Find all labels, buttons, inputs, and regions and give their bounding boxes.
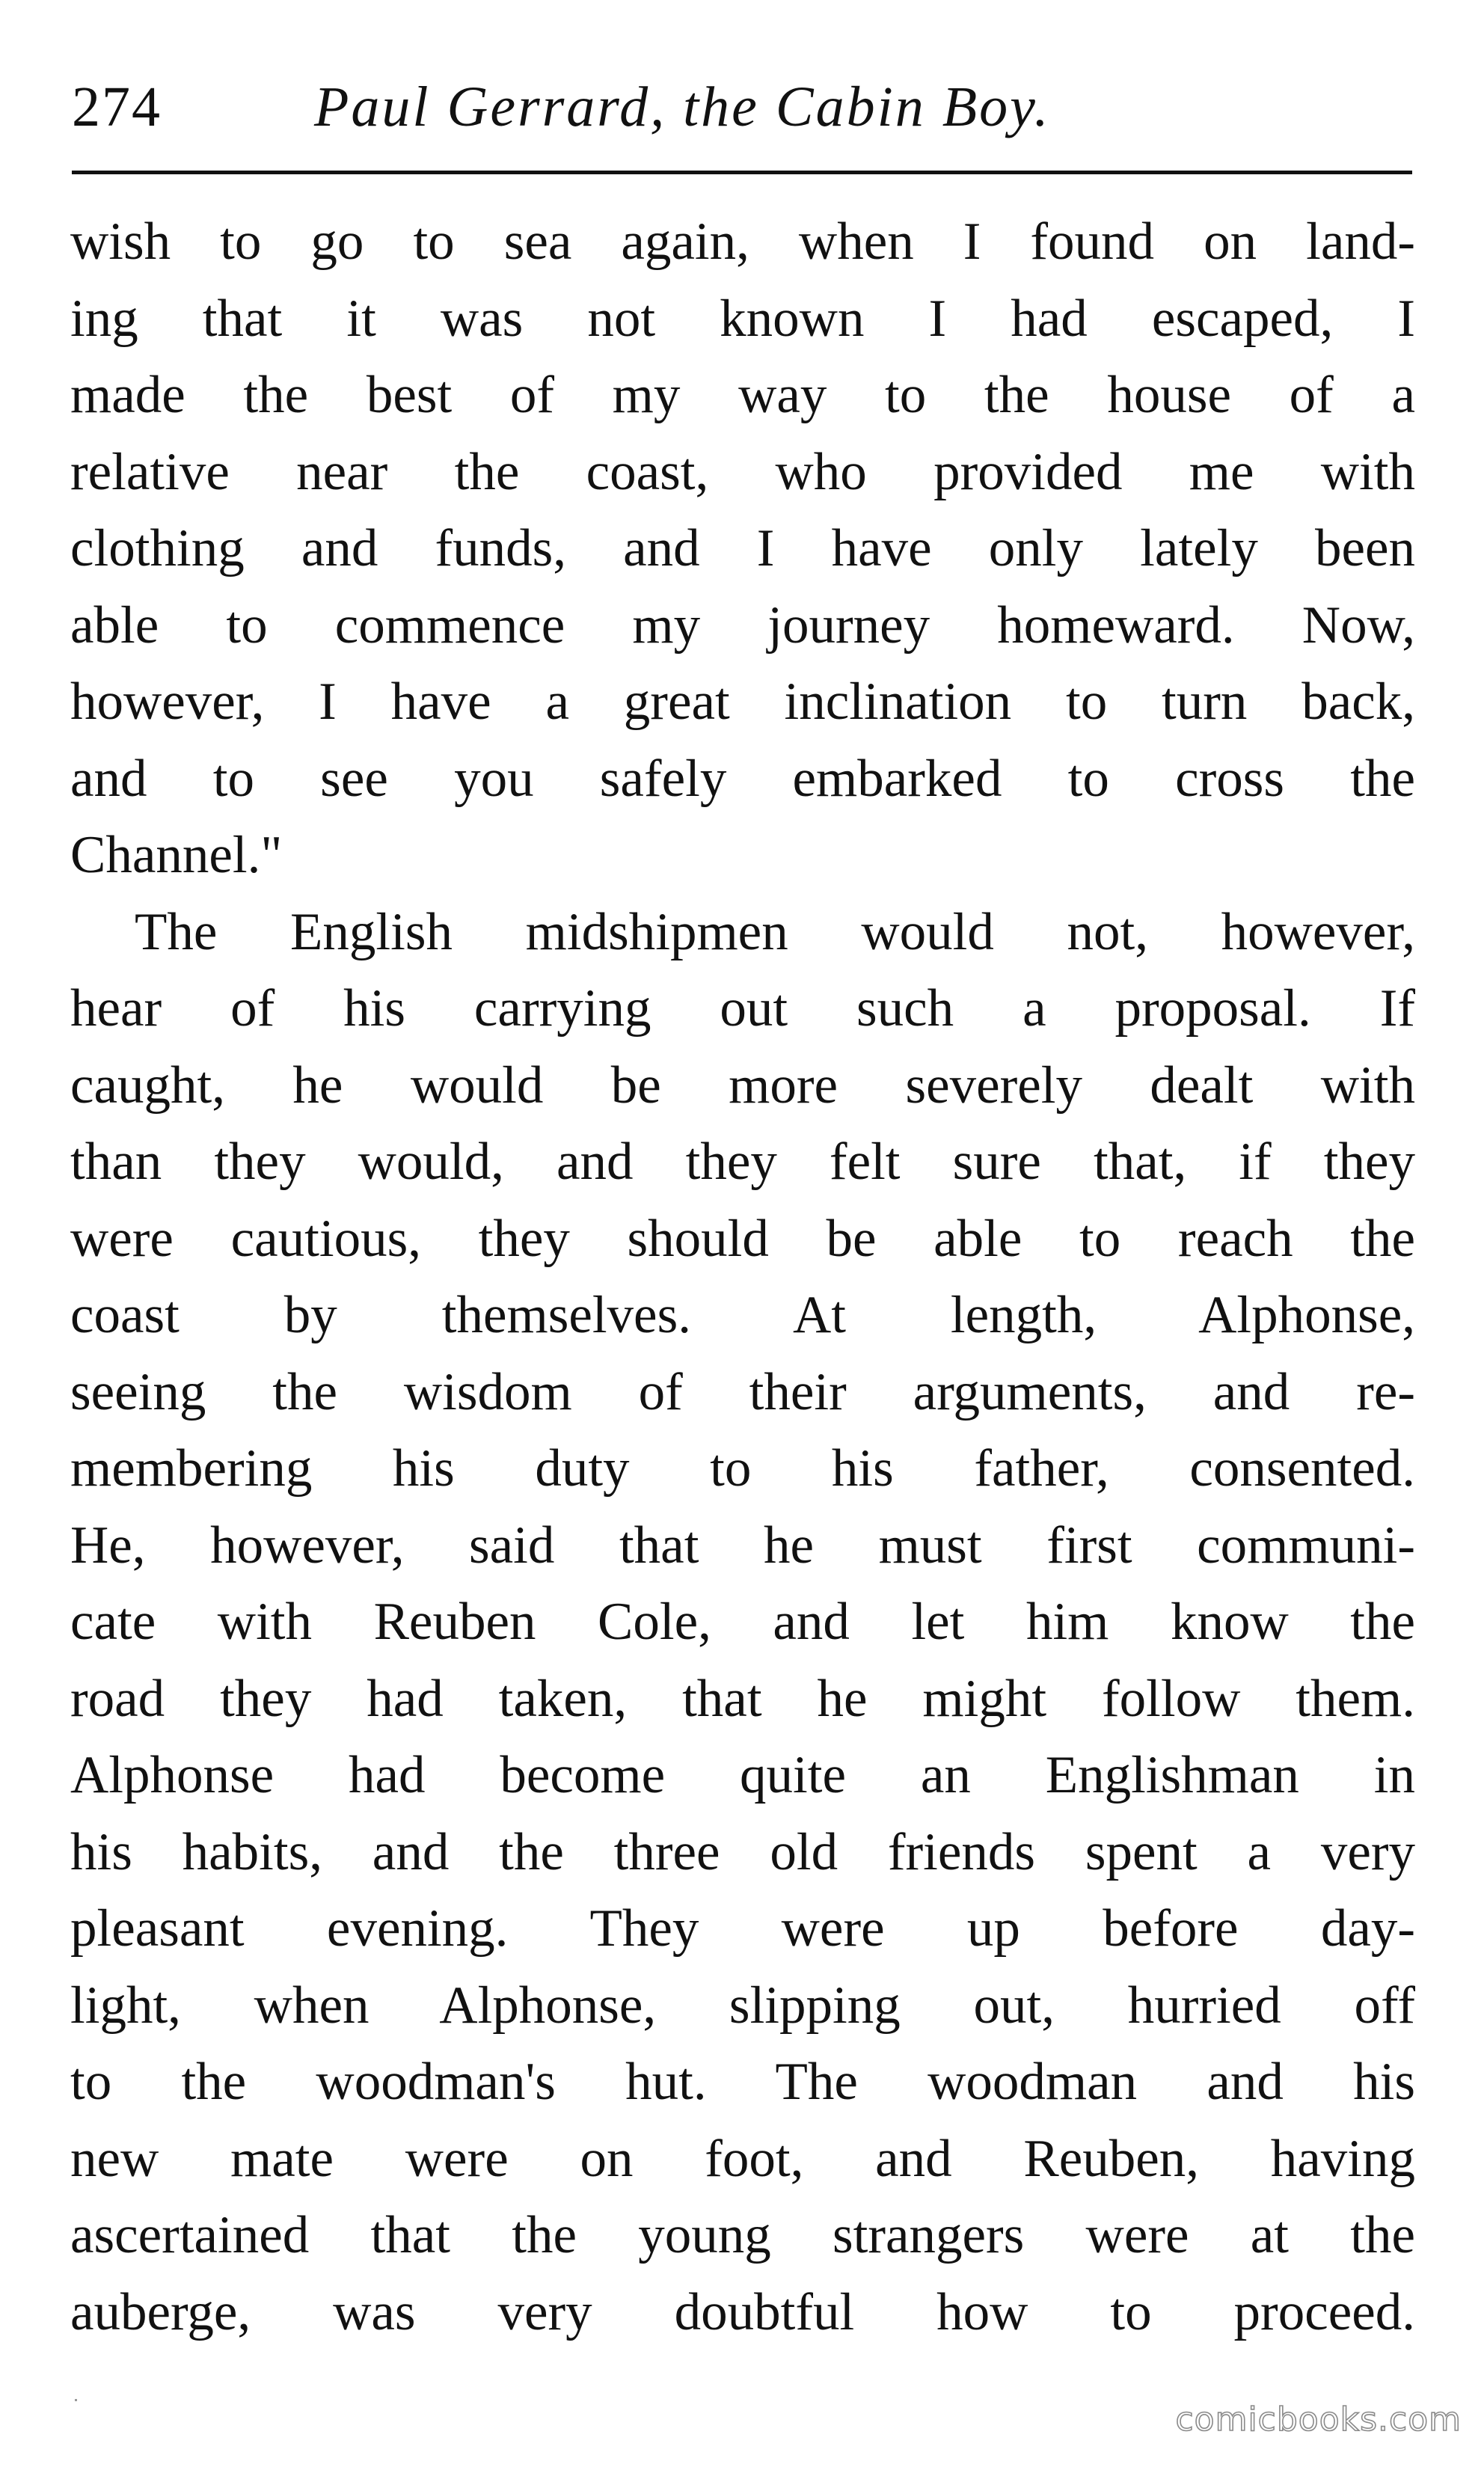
text-line: than they would, and they felt sure that, if they bbox=[70, 1133, 1415, 1191]
text-line: seeing the wisdom of their arguments, and re- bbox=[70, 1362, 1415, 1421]
text-line: hear of his carrying out such a proposal. If bbox=[70, 979, 1415, 1038]
running-head bbox=[72, 66, 1411, 148]
text-line: road they had taken, that he might follow them. bbox=[70, 1669, 1415, 1728]
text-line: Channel." bbox=[70, 826, 283, 884]
text-line: auberge, was very doubtful how to proceed. bbox=[70, 2282, 1415, 2341]
text-line: pleasant evening. They were up before day- bbox=[70, 1899, 1415, 1958]
text-line: able to commence my journey homeward. Now, bbox=[70, 595, 1415, 655]
running-title: Paul Gerrard, the Cabin Boy. bbox=[314, 76, 1051, 138]
page-number: 274 bbox=[72, 76, 162, 138]
text-line: light, when Alphonse, slipping out, hurried off bbox=[70, 1976, 1415, 2035]
text-line: ing that it was not known I had escaped, I bbox=[70, 289, 1415, 348]
text-line: coast by themselves. At length, Alphonse, bbox=[70, 1286, 1415, 1344]
text-line: The English midshipmen would not, however, bbox=[135, 902, 1415, 961]
text-line: membering his duty to his father, consented. bbox=[70, 1439, 1415, 1498]
text-line: ascertained that the young strangers were at the bbox=[70, 2206, 1415, 2264]
text-line: cate with Reuben Cole, and let him know the bbox=[70, 1593, 1415, 1651]
watermark: comicbooks.com bbox=[1175, 2400, 1462, 2439]
text-line: his habits, and the three old friends spent a very bbox=[70, 1822, 1415, 1881]
text-line: He, however, said that he must first communi- bbox=[70, 1516, 1415, 1575]
text-line: Alphonse had become quite an Englishman in bbox=[70, 1746, 1415, 1804]
text-line: wish to go to sea again, when I found on land- bbox=[70, 212, 1415, 271]
text-line: however, I have a great inclination to turn back, bbox=[70, 672, 1415, 731]
body-text bbox=[70, 203, 1415, 2358]
header-rule bbox=[72, 171, 1412, 174]
text-line: caught, he would be more severely dealt with bbox=[70, 1055, 1415, 1115]
text-line: clothing and funds, and I have only lately been bbox=[70, 519, 1415, 577]
text-line: to the woodman's hut. The woodman and his bbox=[70, 2053, 1415, 2111]
text-line: new mate were on foot, and Reuben, having bbox=[70, 2129, 1415, 2188]
text-line: made the best of my way to the house of a bbox=[70, 366, 1415, 424]
text-line: and to see you safely embarked to cross the bbox=[70, 749, 1415, 808]
scan-speck bbox=[75, 2399, 77, 2401]
text-line: were cautious, they should be able to reach the bbox=[70, 1209, 1415, 1268]
text-line: relative near the coast, who provided me with bbox=[70, 442, 1415, 501]
